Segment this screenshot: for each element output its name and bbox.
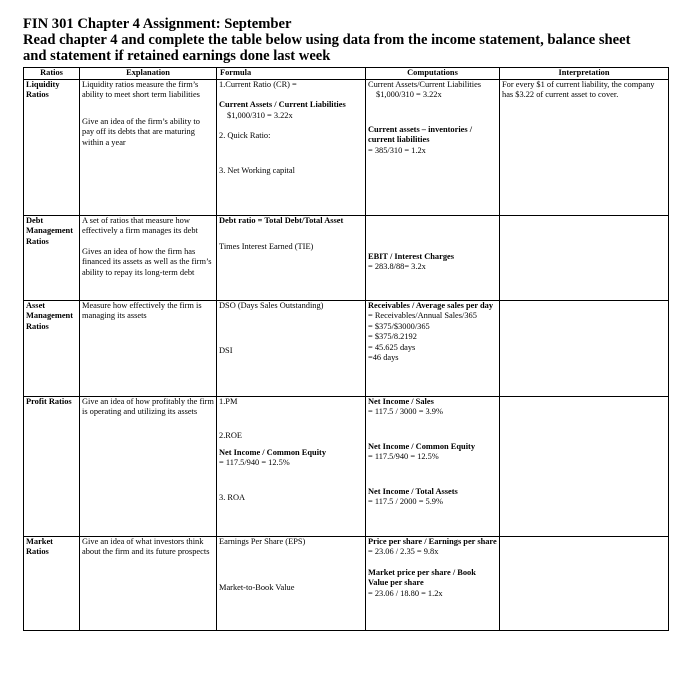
formula-text: 1.Current Ratio (CR) =: [219, 80, 297, 89]
ratio-cell: [24, 216, 80, 301]
explanation-text: Give an idea of how profitably the firm is operating and utilizing its assets: [82, 397, 214, 417]
computation-text: = 23.06 / 18.80 = 1.2x: [368, 588, 443, 598]
computation-cell: [366, 397, 500, 537]
interpretation-cell: [500, 301, 669, 397]
formula-text: 2. Quick Ratio:: [219, 131, 271, 141]
computation-text: $1,000/310 = 3.22x: [376, 90, 442, 100]
computation-text: = 45.625 days: [368, 342, 416, 352]
formula-text: 3. ROA: [219, 492, 246, 502]
formula-text: 2.ROE: [219, 431, 243, 441]
ratio-name: Market Ratios: [26, 537, 53, 557]
computation-text: = 117.5 / 2000 = 5.9%: [368, 497, 443, 507]
explanation-text: A set of ratios that measure how effectively a firm manages its debt: [82, 216, 198, 236]
formula-text: Market-to-Book Value: [219, 583, 295, 593]
computation-text: Price per share / Earnings per share: [368, 537, 497, 546]
explanation-cell: [80, 537, 217, 631]
formula-text: 3. Net Working capital: [219, 165, 295, 175]
computation-text: Receivables / Average sales per day: [368, 301, 494, 310]
interpretation-text: For every $1 of current liability, the company has $3.22 of current asset to cover.: [502, 80, 655, 100]
computation-text: Market price per share / Book Value per share: [368, 567, 476, 588]
computation-text: EBIT / Interest Charges: [368, 252, 455, 261]
table-row-market: [24, 537, 669, 631]
column-header-interpretation: Interpretation: [500, 68, 669, 80]
table-row-asset-management: [24, 301, 669, 397]
explanation-text: Give an idea of the firm’s ability to pay off its debts that are maturing within a year: [82, 116, 200, 147]
computation-cell: [366, 80, 500, 216]
computation-text: = $375/8.2192: [368, 332, 417, 342]
computation-text: = 117.5 / 3000 = 3.9%: [368, 407, 443, 417]
explanation-cell: [80, 80, 217, 216]
computation-text: Net Income / Total Assets: [368, 486, 458, 496]
formula-text: Current Assets / Current Liabilities: [219, 100, 346, 110]
computation-text: = 283.8/88= 3.2x: [368, 262, 426, 272]
computation-cell: [366, 216, 500, 301]
formula-text: DSO (Days Sales Outstanding): [219, 301, 324, 310]
formula-cell: [217, 537, 366, 631]
column-header-explanation: Explanation: [80, 68, 217, 80]
explanation-cell: [80, 397, 217, 537]
table-header-row: [24, 68, 669, 80]
explanation-text: Give an idea of what investors think about the firm and its future prospects: [82, 537, 210, 557]
formula-text: Times Interest Earned (TIE): [219, 242, 314, 252]
formula-text: = 117.5/940 = 12.5%: [219, 458, 290, 468]
computation-cell: [366, 301, 500, 397]
ratios-table: [23, 67, 669, 631]
ratio-cell: [24, 301, 80, 397]
computation-text: = $375/$3000/365: [368, 321, 430, 331]
ratio-name: Asset Management Ratios: [26, 301, 73, 331]
formula-text: Debt ratio = Total Debt/Total Asset: [219, 216, 344, 225]
computation-cell: [366, 537, 500, 631]
computation-text: Current Assets/Current Liabilities: [368, 80, 482, 89]
explanation-text: Measure how effectively the firm is managing its assets: [82, 301, 202, 321]
explanation-text: Liquidity ratios measure the firm’s ability to meet short term liabilities: [82, 80, 200, 100]
ratio-cell: [24, 397, 80, 537]
column-header-computations: Computations: [366, 68, 500, 80]
header-instructions-line-2: and statement if retained earnings done last week: [23, 48, 331, 64]
ratio-cell: [24, 537, 80, 631]
computation-text: = 385/310 = 1.2x: [368, 145, 426, 155]
ratio-name: Profit Ratios: [26, 397, 72, 406]
computation-text: = Receivables/Annual Sales/365: [368, 311, 477, 321]
computation-text: Current assets – inventories / current liabilities: [368, 124, 473, 145]
computation-text: = 117.5/940 = 12.5%: [368, 452, 439, 462]
column-header-formula: Formula: [217, 68, 366, 80]
formula-text: Net Income / Common Equity: [219, 447, 327, 457]
formula-cell: [217, 301, 366, 397]
computation-text: =46 days: [368, 353, 399, 363]
ratio-cell: [24, 80, 80, 216]
explanation-cell: [80, 216, 217, 301]
formula-text: $1,000/310 = 3.22x: [227, 110, 293, 120]
interpretation-cell: [500, 80, 669, 216]
interpretation-cell: [500, 397, 669, 537]
document-header: [23, 16, 683, 64]
formula-text: DSI: [219, 346, 233, 356]
explanation-text: Gives an idea of how the firm has financed its assets as well as the firm’s ability to repay its long-term debt: [82, 246, 212, 277]
column-header-ratios: Ratios: [24, 68, 80, 80]
table-row-debt-management: [24, 216, 669, 301]
header-instructions-line-1: Read chapter 4 and complete the table below using data from the income statement, balance sheet: [23, 32, 631, 48]
explanation-cell: [80, 301, 217, 397]
ratio-name: Debt Management Ratios: [26, 216, 73, 246]
header-title: FIN 301 Chapter 4 Assignment: September: [23, 16, 292, 32]
formula-cell: [217, 397, 366, 537]
computation-text: Net Income / Common Equity: [368, 441, 476, 451]
interpretation-cell: [500, 537, 669, 631]
computation-text: Net Income / Sales: [368, 397, 434, 406]
formula-cell: [217, 80, 366, 216]
table-row-liquidity: [24, 80, 669, 216]
interpretation-cell: [500, 216, 669, 301]
formula-text: 1.PM: [219, 397, 238, 406]
formula-cell: [217, 216, 366, 301]
computation-text: = 23.06 / 2.35 = 9.8x: [368, 547, 439, 557]
formula-text: Earnings Per Share (EPS): [219, 537, 306, 546]
table-row-profit: [24, 397, 669, 537]
ratio-name: Liquidity Ratios: [26, 80, 60, 100]
